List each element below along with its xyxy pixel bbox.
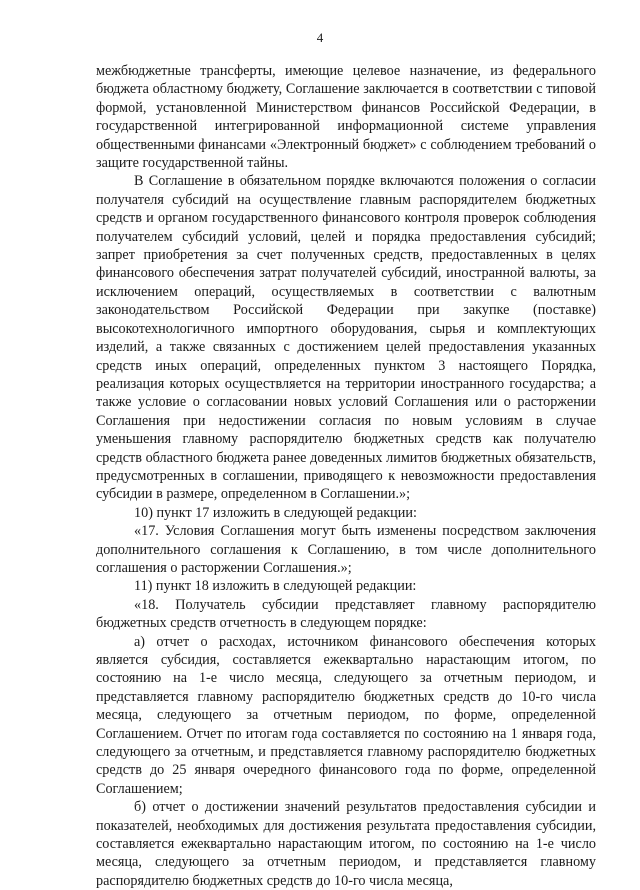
paragraph-item-10: 10) пункт 17 изложить в следующей редакции: [134,504,417,521]
paragraph-subitem-a: а) отчет о расходах, источником финансового обеспечения которых является субсидия, составляется ежеквартально нарастающим итогом, по состоянию на 1-е число месяца, следующего за отчетным периодом, и представляется главному распорядителю бюджетных средств до 10-го числа месяца, следующего за отчетным периодом, по форме, определенной Соглашением. Отчет по итогам года составляется по состоянию на 1 января года, следующего за отчетным, и представляется главному распорядителю бюджетных средств до 25 января очередного финансового года по форме, определенной Соглашением; [96,633,596,797]
paragraph-clause-18: «18. Получатель субсидии представляет главному распорядителю бюджетных средств отчетность в следующем порядке: [96,596,596,632]
paragraph-agreement-provisions: В Соглашение в обязательном порядке включаются положения о согласии получателя субсидий на осуществление главным распорядителем бюджетных средств и органом государственного финансового контроля проверок соблюдения получателем субсидий условий, целей и порядка предоставления субсидий; запрет приобретения за счет полученных средств, предоставленных в целях финансового обеспечения затрат получателей субсидий, иностранной валюты, за исключением операций, осуществляемых в соответствии с валютным законодательством Российской Федерации при закупке (поставке) высокотехнологичного импортного оборудования, сырья и комплектующих изделий, а также связанных с достижением целей предоставления указанных средств иных операций, определенных пунктом 3 настоящего Порядка, реализация которых осуществляется на территории иностранного государства; а также условие о согласовании новых условий Соглашения или о расторжении Соглашения при недостижении согласия по новым условиям в случае уменьшения главному распорядителю бюджетных средств как получателю средств областного бюджета ранее доведенных лимитов бюджетных обязательств, предусмотренных в соглашении, приводящего к невозможности предоставления субсидии в размере, определенном в Соглашении.»; [96,173,596,503]
paragraph-clause-17: «17. Условия Соглашения могут быть изменены посредством заключения дополнительного соглашения к Соглашению, в том числе дополнительного соглашения о расторжении Соглашения.»; [96,523,596,576]
paragraph-item-11: 11) пункт 18 изложить в следующей редакции: [134,578,417,595]
document-body [96,62,596,890]
paragraph-subitem-b: б) отчет о достижении значений результатов предоставления субсидии и показателей, необходимых для достижения результата предоставления субсидии, составляется ежеквартально нарастающим итогом, по состоянию на 1-е число месяца, следующего за отчетным периодом, и представляется главному распорядителю бюджетных средств до 10-го числа месяца, [96,799,596,889]
paragraph-transfers: межбюджетные трансферты, имеющие целевое назначение, из федерального бюджета областному бюджету, Соглашение заключается в соответствии с типовой формой, установленной Министерством финансов Российской Федерации, в государственной интегрированной информационной системе управления общественными финансами «Электронный бюджет» с соблюдением требований о защите государственной тайны. [96,63,596,172]
page-number: 4 [316,30,324,45]
